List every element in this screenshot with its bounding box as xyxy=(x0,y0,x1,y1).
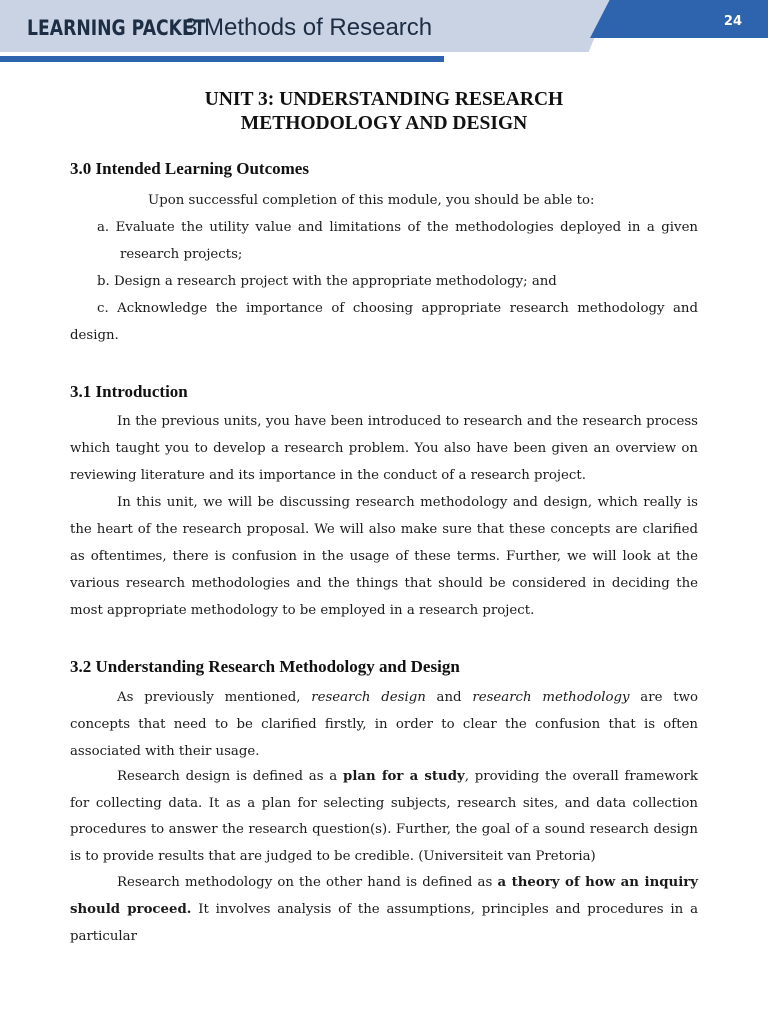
p3-text-b: It involves analysis of the assumptions, principles and procedures in a particular xyxy=(70,902,698,944)
section-heading-3-1: 3.1 Introduction xyxy=(70,382,188,401)
section-heading-3-2: 3.2 Understanding Research Methodology and Design xyxy=(70,657,460,676)
p3-text-a: Research methodology on the other hand is defined as xyxy=(117,875,498,890)
packet-label: LEARNING PACKET xyxy=(27,16,206,40)
outcomes-intro: Upon successful completion of this module, you should be able to: xyxy=(148,193,595,208)
unit-heading-line1: UNIT 3: UNDERSTANDING RESEARCH xyxy=(204,89,564,110)
p1-text-c: are two concepts that need to be clarified firstly, in order to clear the confusion that is often associated with their usage. xyxy=(70,690,698,759)
intro-paragraph-2: In this unit, we will be discussing research methodology and design, which really is the heart of the research proposal. We will also make sure that these concepts are clarified as oftentimes, there is confusion in the usage of these terms. Further, we will look at the various research methodologies and the things that should be considered in deciding the most appropriate methodology to be employed in a research project. xyxy=(70,495,698,618)
methodology-paragraph-1 xyxy=(70,684,698,765)
p2-bold-plan: plan for a study xyxy=(343,769,465,784)
p2-text-a: Research design is defined as a xyxy=(117,769,344,784)
p1-text-a: As previously mentioned, xyxy=(117,690,312,705)
outcome-a-line2: research projects; xyxy=(120,247,243,262)
header-underline xyxy=(0,56,444,62)
page-number: 24 xyxy=(723,14,742,29)
unit-heading xyxy=(70,88,698,136)
p1-text-b: and xyxy=(425,690,473,705)
unit-title: 3 Methods of Research xyxy=(184,14,433,41)
outcome-b: b. Design a research project with the appropriate methodology; and xyxy=(97,274,557,289)
intro-paragraph-1: In the previous units, you have been introduced to research and the research process which taught you to develop a research problem. You also have been given an overview on reviewing literature and its importance in the conduct of a research project. xyxy=(70,414,698,483)
p2-text-b: , providing the overall framework for collecting data. It as a plan for selecting subjects, research sites, and data collection procedures to answer the research question(s). Further, the goal of a sound research design is to provide results that are judged to be credible. (Universiteit van Pretoria) xyxy=(70,769,698,864)
outcome-c-line1: c. Acknowledge the importance of choosing appropriate research methodology and xyxy=(97,301,698,316)
outcome-a-line1: a. Evaluate the utility value and limitations of the methodologies deployed in a given xyxy=(97,220,698,235)
unit-heading-line2: METHODOLOGY AND DESIGN xyxy=(240,113,528,134)
p1-term-research-methodology: research methodology xyxy=(472,690,630,705)
p1-term-research-design: research design xyxy=(311,690,426,705)
section-heading-3-0: 3.0 Intended Learning Outcomes xyxy=(70,159,309,178)
methodology-paragraph-2 xyxy=(70,764,698,870)
header-title xyxy=(27,14,432,44)
outcome-c-line2: design. xyxy=(70,328,119,343)
methodology-paragraph-3 xyxy=(70,869,698,950)
p3-bold-theory: a theory of how an inquiry should proceed. xyxy=(70,875,698,917)
